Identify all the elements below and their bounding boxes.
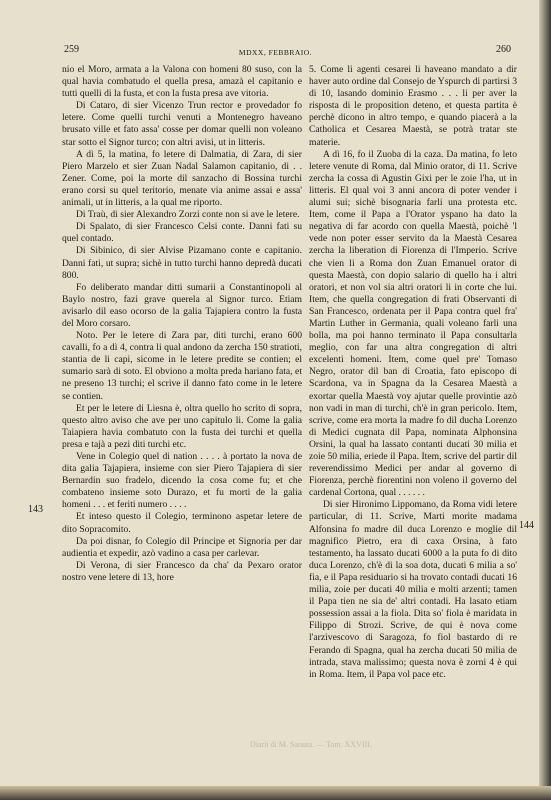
paragraph: Di Spalato, di sier Francesco Celsi conte. Danni fati su quel contado. xyxy=(62,221,302,245)
page-number-left: 259 xyxy=(64,44,79,55)
paragraph: Fo deliberato mandar ditti sumarii a Constantinopoli al Baylo nostro, fazi grave querela al Signor turco. Etiam avisarlo dil easo ocorso de la galia Tajapiera contro la fusta del Moro corsaro. xyxy=(62,281,302,329)
paragraph: nio el Moro, armata a la Valona con homeni 80 suso, con la qual havia combatudo el quella presa, amazà el capitanio e tutti quelli di la fusta, et con la fusta presa ave vitoria. xyxy=(62,64,302,100)
paragraph: A dì 16, fo il Zuoba di la caza. Da matina, fo leto letere venute di Roma, dal Minio orator, di 11. Scrive zercha la cossa di Agustin Gixi per le zoie l'ha, ut in litteris. El qual voi 3 anni ancora di poter vender i alumi sui; sichè bisognaria farli una protesta etc. Item, come il Papa a l'Orator yspano ha dato la negativa di far acordo con quella Maestà, poichè 'l vede non poter esser servito da la Maestà Cesarea zercha la liberation di Fiorenza di l'Imperio. Scrive che vien li a Roma don Zuan Emanuel orator di questa Maestà, con dopio salario di quello ha i altri oratori, et non vol sia altri oratori li in corte che lui. Item, che quella congregation di frati Observanti di San Francesco, ordenata per il Papa contra quel fra' Martin Luther in Germania, quali voleano farli una bolla, ma poi hanno terminato il Papa consultarla meglio, con far una altra congregation di altri excelenti homeni. Item, come quel pre' Tomaso Negro, orator dil ban di Croatia, fato episcopo di Scardona, va in Spagna da la Cesarea Maestà a exortar quella Maestà voy ajutar quelle provintie azò non vadi in man di turchi, ch'è in gran pericolo. Item, scrive, come era morta la madre fo dil ducha Lorenzo di Medici cugnata dil Papa, nominata Alphonsina Orsini, la qual ha lassato contanti ducati 30 milia et zoie 50 milia, eriede il Papa. Item, scrive del partir dil reverendissimo Medici per andar al governo di Fiorenza, perchè fiorentini non voleno il governo del cardenal Cortona, qual . . . . . . xyxy=(309,148,517,499)
paragraph: Et inteso questo il Colegio, terminono aspetar letere de dito Sopracomito. xyxy=(62,511,302,535)
left-text-column xyxy=(62,64,302,584)
page-bottom-edge xyxy=(0,786,551,800)
paragraph: Di Verona, di sier Francesco da cha' da Pexaro orator nostro vene letere di 13, hore xyxy=(62,559,302,583)
paragraph: A dì 5, la matina, fo letere di Dalmatia, di Zara, di sier Piero Marzelo et sier Zuan Nadal Salamon capitanio, di . . Zener. Come, poi la morte dil sanzacho di Bossina turchi erano corsi su quel teritorio, menate via anime assai e assa' animali, ut in litteris, a la qual me riporto. xyxy=(62,148,302,209)
margin-note-right: 144 xyxy=(519,520,534,531)
margin-note-left: 143 xyxy=(28,504,43,515)
paragraph: Da poi disnar, fo Colegio dil Principe et Signoria per dar audientia et expedir, azò vadino a casa per carlevar. xyxy=(62,535,302,559)
paragraph: Noto. Per le letere di Zara par, diti turchi, erano 600 cavalli, fo a dì 4, contra li qual andono da zercha 150 stratioti, stantia de li capi, sicome in le letere predite se contien; el sumario sarà di soto. El obviono a molta preda hariano fata, et ne preseno 13 turchi; el scrive il danno fato come in le letere se contien. xyxy=(62,330,302,402)
paragraph: 5. Come li agenti cesarei li haveano mandato a dir haver auto ordine dal Consejo de Yspurch di partirsi 3 di 10, lasando dominio Erasmo . . . li per aver la risposta di le proposition deteno, et questa partita è perchè dicono in altro tempo, e quando piacerà a la Catholica et Cesarea Maestà, se potrà tratar ste materie. xyxy=(309,64,517,148)
page-edge-shadow xyxy=(539,0,551,800)
paragraph: Di sier Hironimo Lippomano, da Roma vidi letere particular, di 11. Scrive, Marti morite madama Alfonsina fo madre dil duca Lorenzo e moglie dil magnifico Pietro, era di caxa Orsina, à fato testamento, ha lassato ducati 6000 a la puta fo di dito duca Lorenzo, ch'è di la soa dota, ducati 6 milia a so' fia, e il Papa residuario si ha trovato contadi ducati 16 milia, zoie per ducati 40 milia e molti arzenti; tamen il Papa tien ne sia de' altri contadi. Ha lasato etiam possession assai a la fiola. Dita so' fiola è maridata in Filippo di Strozi. Scrive, de qui è nova come l'arzivescovo di Saragoza, fo fiol bastardo di re Ferando di Spagna, qual ha zercha ducati 50 milia de intrada, stava malissimo; questa nova è zorni 4 è qui in Roma. Item, il Papa vol pace etc. xyxy=(309,499,517,680)
paragraph: Di Sibinico, di sier Alvise Pizamano conte e capitanio. Danni fati, ut supra; sichè in tutto turchi hanno depredà ducati 800. xyxy=(62,245,302,281)
paragraph: Di Traù, di sier Alexandro Zorzi conte non si ave le letere. xyxy=(76,209,300,221)
running-header: MDXX, FEBBRAIO. xyxy=(238,48,313,57)
paragraph: Et per le letere di Liesna è, oltra quello ho scrito di sopra, questo altro aviso che ave per uno capitulo li. Come la galia Taiapiera havia combatuto con la fusta dei turchi et quella presa e tajà a pezi diti turchi etc. xyxy=(62,402,302,450)
paragraph: Di Cataro, di sier Vicenzo Trun rector e provedador fo letere. Come quelli turchi venuti a Montenegro haveano brusato ville et fato assa' cosse per domar quelli non voleano star sotto el Signor turco; con altri avisi, ut in litteris. xyxy=(62,100,302,148)
right-text-column xyxy=(309,64,517,681)
page-number-right: 260 xyxy=(496,44,511,55)
bleed-through-text: Diarii di M. Sanuto. — Tom. XXVIII. xyxy=(250,740,372,749)
paragraph: Vene in Colegio quel di nation . . . . à portato la nova de dita galia Tajapiera, insieme con sier Piero Tajapiera di sier Bernardin suo fradelo, dicendo la cosa come fu; et che combateno insieme soto Durazo, et fu morti de la galia homeni . . . et feriti numero . . . . xyxy=(62,451,302,511)
